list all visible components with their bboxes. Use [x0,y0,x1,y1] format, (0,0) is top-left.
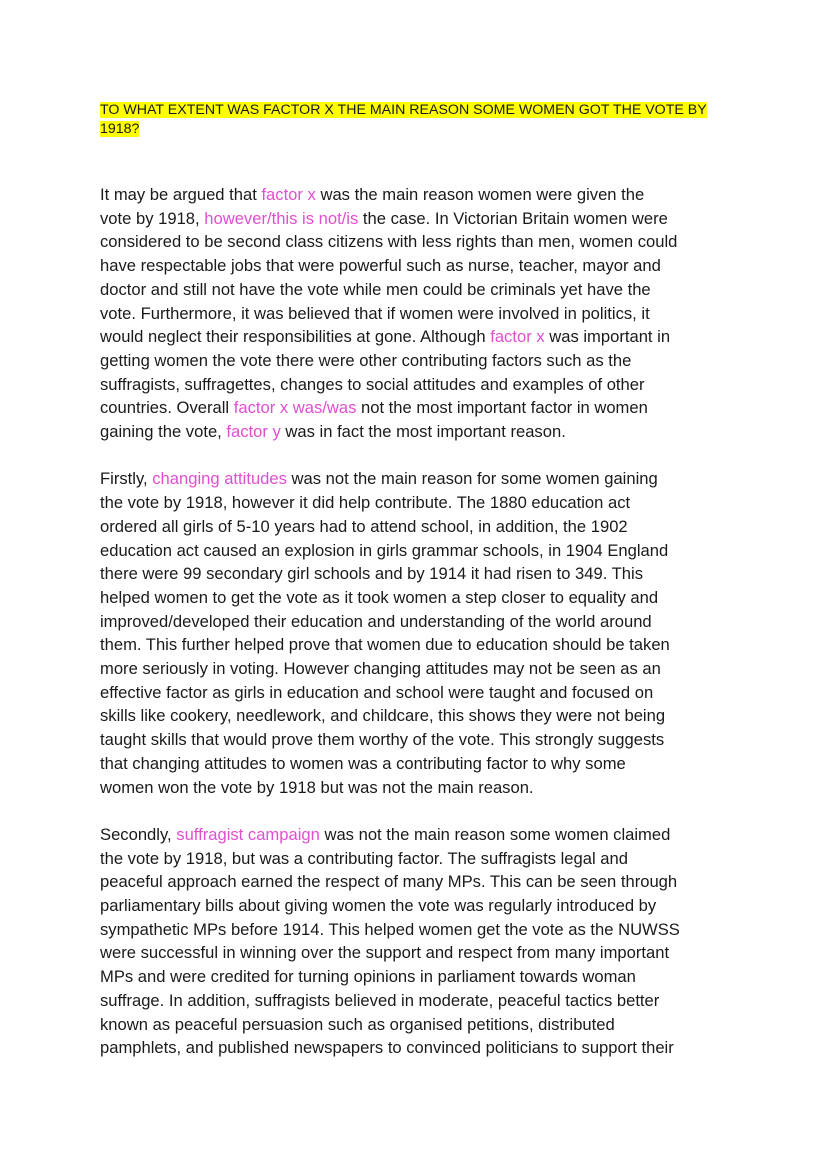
placeholder-text: factor x [261,185,316,204]
body-text: vote. Furthermore, it was believed that if women were involved in politics, it [100,303,650,323]
body-text: considered to be second class citizens with less rights than men, women could [100,232,678,252]
text-line [100,539,732,563]
body-text: doctor and still not have the vote while men could be criminals yet have the [100,279,651,299]
placeholder-text: factor x was/was [233,398,357,418]
body-text: countries. Overall [100,398,234,418]
body-text: known as peaceful persuasion such as organised petitions, distributed [100,1014,615,1034]
text-line [100,681,732,705]
body-text: them. This further helped prove that women due to education should be taken [100,635,670,655]
body-text: peaceful approach earned the respect of many MPs. This can be seen through [100,872,678,892]
body-text: were successful in winning over the support and respect from many important [100,943,670,963]
text-line [100,207,732,231]
body-text: vote by 1918, [100,208,205,228]
text-line [100,847,732,871]
placeholder-text: suffragist campaign [176,824,320,844]
text-line [100,870,732,894]
text-line [100,704,732,728]
text-line [100,728,732,752]
essay-body [100,183,732,1060]
body-text: the vote by 1918, however it did help contribute. The 1880 education act [100,493,631,513]
body-text: ordered all girls of 5-10 years had to attend school, in addition, the 1902 [100,516,628,536]
body-text: was important in [544,327,671,347]
text-line [100,823,732,847]
text-line [100,894,732,918]
text-line [100,515,732,539]
text-line [100,989,732,1013]
text-line [100,1013,732,1037]
text-line [100,965,732,989]
body-text: sympathetic MPs before 1914. This helped women get the vote as the NUWSS [100,919,680,939]
title-line-2: 1918? [100,121,140,137]
text-line [100,230,732,254]
text-line [100,467,732,491]
essay-paragraph [100,823,732,1060]
body-text: education act caused an explosion in girls grammar schools, in 1904 England [100,540,669,560]
body-text: MPs and were credited for turning opinions in parliament towards woman [100,967,636,987]
body-text: more seriously in voting. However changing attitudes may not be seen as an [100,659,661,679]
body-text: improved/developed their education and understanding of the world around [100,611,652,631]
text-line [100,349,732,373]
text-line [100,254,732,278]
body-text: Secondly, [100,824,177,844]
body-text: It may be argued that [100,185,262,204]
text-line [100,278,732,302]
body-text: there were 99 secondary girl schools and by 1914 it had risen to 349. This [100,564,643,584]
essay-paragraph [100,183,732,444]
text-line [100,752,732,776]
text-line [100,657,732,681]
text-line [100,1036,732,1060]
body-text: taught skills that would prove them worthy of the vote. This strongly suggests [100,730,665,750]
essay-paragraph [100,467,732,799]
title-line-1: TO WHAT EXTENT WAS FACTOR X THE MAIN REASON SOME WOMEN GOT THE VOTE BY [100,102,707,118]
body-text: effective factor as girls in education and school were taught and focused on [100,682,654,702]
text-line [100,302,732,326]
placeholder-text: however/this is not/is [204,208,359,228]
text-line [100,183,732,207]
placeholder-text: changing attitudes [152,469,287,489]
text-line [100,325,732,349]
body-text: pamphlets, and published newspapers to convinced politicians to support their [100,1038,674,1058]
text-line [100,562,732,586]
body-text: that changing attitudes to women was a contributing factor to why some [100,753,626,773]
body-text: suffrage. In addition, suffragists believed in moderate, peaceful tactics better [100,990,660,1010]
text-line [100,491,732,515]
body-text: not the most important factor in women [356,398,648,418]
body-text: Firstly, [100,469,153,489]
text-line [100,633,732,657]
body-text: was the main reason women were given the [315,185,645,204]
essay-title [100,101,708,139]
body-text: getting women the vote there were other contributing factors such as the [100,350,632,370]
text-line [100,373,732,397]
body-text: would neglect their responsibilities at gone. Although [100,327,491,347]
text-line [100,586,732,610]
body-text: was not the main reason for some women gaining [286,469,658,489]
body-text: suffragists, suffragettes, changes to social attitudes and examples of other [100,374,645,394]
text-line [100,420,732,444]
body-text: was in fact the most important reason. [280,422,566,442]
placeholder-text: factor x [490,327,545,347]
body-text: helped women to get the vote as it took women a step closer to equality and [100,587,659,607]
body-text: women won the vote by 1918 but was not the main reason. [100,777,534,797]
body-text: the case. In Victorian Britain women were [358,208,668,228]
placeholder-text: factor y [226,422,281,442]
text-line [100,941,732,965]
body-text: parliamentary bills about giving women the vote was regularly introduced by [100,896,657,916]
body-text: have respectable jobs that were powerful such as nurse, teacher, mayor and [100,256,661,276]
body-text: the vote by 1918, but was a contributing factor. The suffragists legal and [100,848,628,868]
body-text: was not the main reason some women claimed [319,824,671,844]
text-line [100,776,732,800]
text-line [100,918,732,942]
text-line [100,610,732,634]
body-text: gaining the vote, [100,422,227,442]
text-line [100,396,732,420]
body-text: skills like cookery, needlework, and childcare, this shows they were not being [100,706,666,726]
